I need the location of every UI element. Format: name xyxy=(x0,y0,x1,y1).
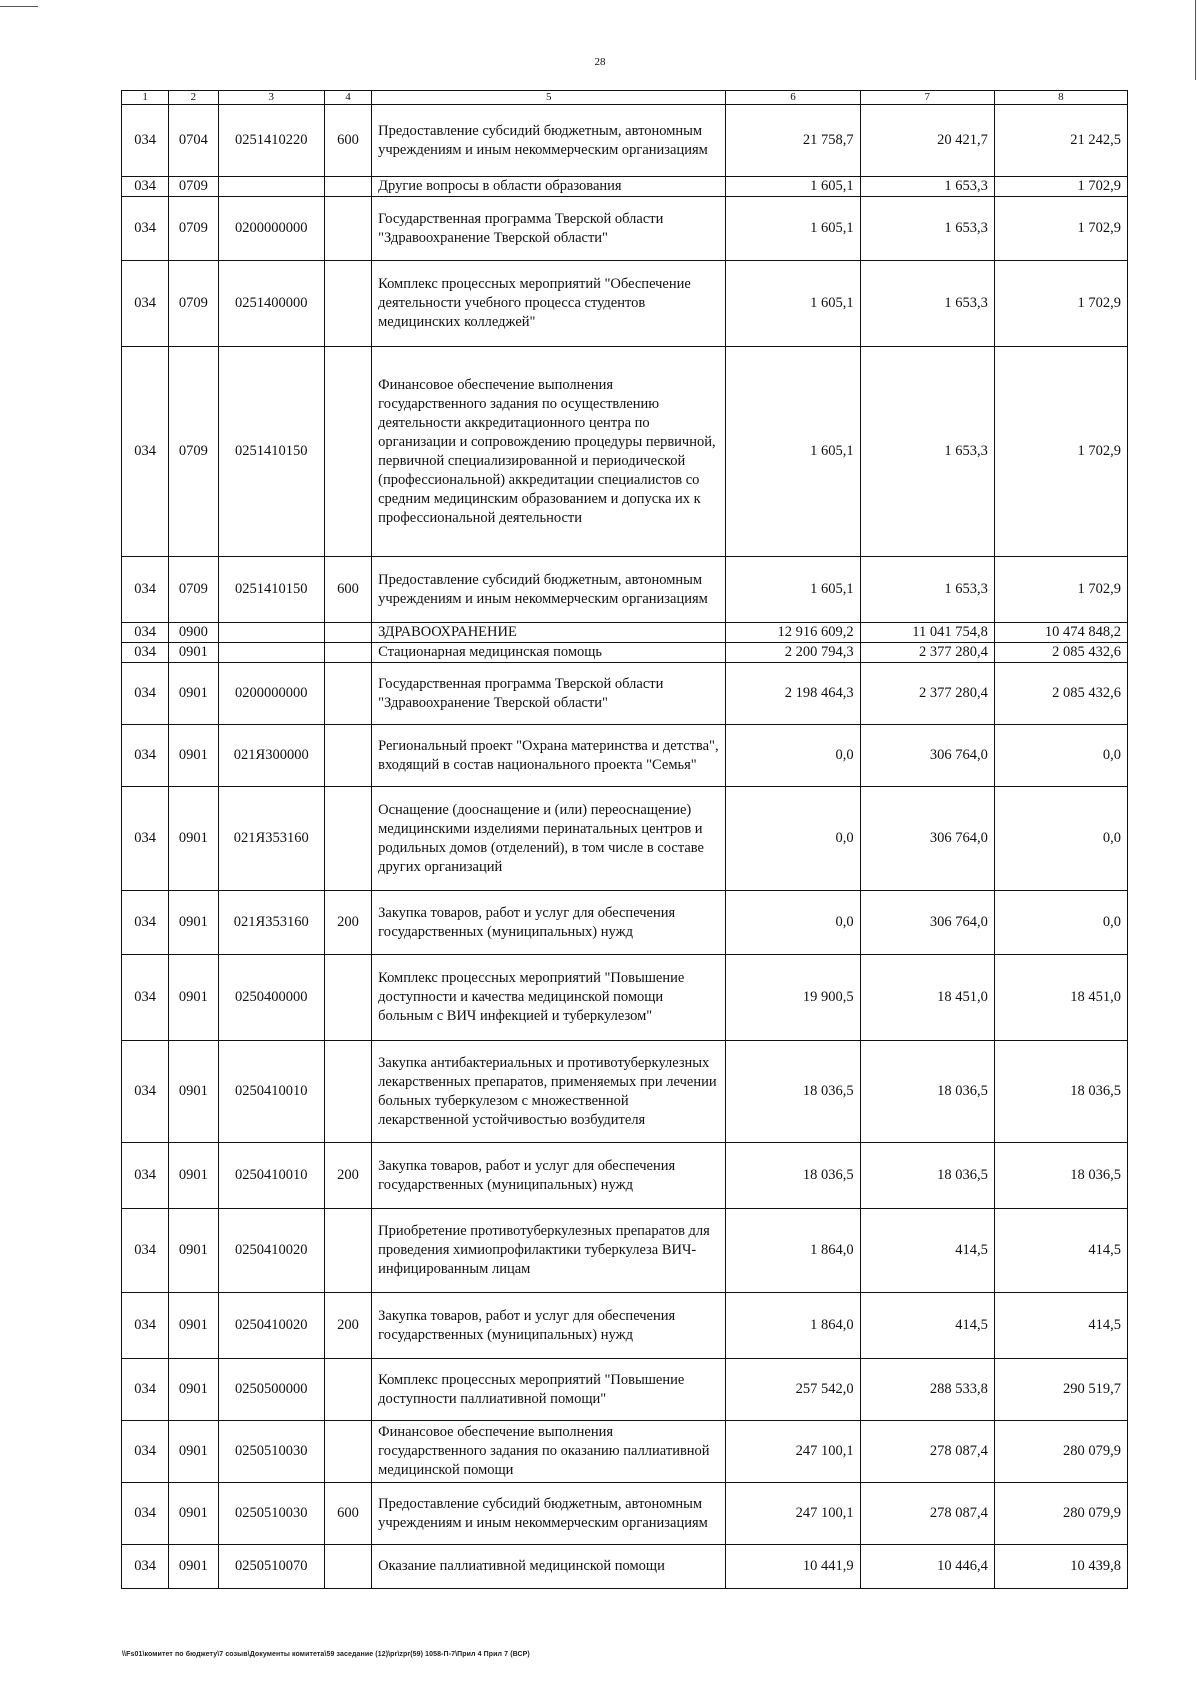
cell-ministry: 034 xyxy=(122,1483,169,1545)
table-row xyxy=(122,177,1128,197)
cell-target-code xyxy=(218,177,324,197)
cell-amount-3: 0,0 xyxy=(994,787,1127,891)
cell-amount-3: 414,5 xyxy=(994,1293,1127,1359)
cell-amount-3: 1 702,9 xyxy=(994,557,1127,623)
cell-section: 0901 xyxy=(169,1421,218,1483)
cell-section: 0901 xyxy=(169,1359,218,1421)
cell-description: Комплекс процессных мероприятий "Повышение доступности и качества медицинской помощи больным с ВИЧ инфекцией и туберкулезом" xyxy=(372,955,726,1041)
table-row xyxy=(122,1421,1128,1483)
table-row xyxy=(122,725,1128,787)
cell-ministry: 034 xyxy=(122,1209,169,1293)
cell-amount-1: 1 605,1 xyxy=(726,177,860,197)
cell-amount-2: 414,5 xyxy=(860,1293,994,1359)
cell-amount-2: 278 087,4 xyxy=(860,1421,994,1483)
footer-file-path: \\Fs01\комитет по бюджету\7 созыв\Документы комитета\59 заседание (12)\pr\zpr(59) 1058-П-7\Прил 4 Прил 7 (ВСР) xyxy=(122,1651,530,1658)
cell-target-code: 0250410010 xyxy=(218,1041,324,1143)
cell-amount-3: 414,5 xyxy=(994,1209,1127,1293)
cell-amount-2: 20 421,7 xyxy=(860,105,994,177)
cell-amount-2: 1 653,3 xyxy=(860,197,994,261)
cell-section: 0901 xyxy=(169,787,218,891)
cell-ministry: 034 xyxy=(122,955,169,1041)
cell-section: 0901 xyxy=(169,1293,218,1359)
header-col-3: 3 xyxy=(218,91,324,105)
cell-amount-3: 18 451,0 xyxy=(994,955,1127,1041)
cell-amount-2: 288 533,8 xyxy=(860,1359,994,1421)
cell-expense-type: 200 xyxy=(324,1143,371,1209)
cell-amount-1: 0,0 xyxy=(726,725,860,787)
cell-description: Другие вопросы в области образования xyxy=(372,177,726,197)
cell-amount-1: 247 100,1 xyxy=(726,1483,860,1545)
cell-target-code: 0250510030 xyxy=(218,1483,324,1545)
cell-expense-type xyxy=(324,1359,371,1421)
cell-amount-3: 0,0 xyxy=(994,725,1127,787)
cell-section: 0901 xyxy=(169,1545,218,1589)
cell-section: 0901 xyxy=(169,1209,218,1293)
table-row xyxy=(122,197,1128,261)
cell-target-code: 0250500000 xyxy=(218,1359,324,1421)
table-row xyxy=(122,643,1128,663)
header-col-6: 6 xyxy=(726,91,860,105)
cell-description: Предоставление субсидий бюджетным, автономным учреждениям и иным некоммерческим организациям xyxy=(372,557,726,623)
cell-ministry: 034 xyxy=(122,725,169,787)
cell-amount-1: 257 542,0 xyxy=(726,1359,860,1421)
cell-ministry: 034 xyxy=(122,1143,169,1209)
cell-expense-type: 600 xyxy=(324,557,371,623)
cell-expense-type xyxy=(324,787,371,891)
cell-amount-2: 278 087,4 xyxy=(860,1483,994,1545)
cell-ministry: 034 xyxy=(122,1359,169,1421)
cell-section: 0901 xyxy=(169,1143,218,1209)
cell-ministry: 034 xyxy=(122,177,169,197)
cell-description: Предоставление субсидий бюджетным, автономным учреждениям и иным некоммерческим организациям xyxy=(372,1483,726,1545)
cell-expense-type xyxy=(324,347,371,557)
table-row xyxy=(122,955,1128,1041)
cell-amount-3: 1 702,9 xyxy=(994,197,1127,261)
table-row xyxy=(122,787,1128,891)
table-row xyxy=(122,261,1128,347)
cell-amount-1: 19 900,5 xyxy=(726,955,860,1041)
cell-amount-2: 18 036,5 xyxy=(860,1143,994,1209)
cell-amount-1: 247 100,1 xyxy=(726,1421,860,1483)
cell-description: Комплекс процессных мероприятий "Повышение доступности паллиативной помощи" xyxy=(372,1359,726,1421)
cell-amount-1: 0,0 xyxy=(726,891,860,955)
cell-ministry: 034 xyxy=(122,663,169,725)
cell-section: 0709 xyxy=(169,197,218,261)
table-row xyxy=(122,1041,1128,1143)
cell-amount-3: 21 242,5 xyxy=(994,105,1127,177)
cell-amount-1: 1 864,0 xyxy=(726,1293,860,1359)
cell-target-code: 0250410020 xyxy=(218,1293,324,1359)
cell-section: 0709 xyxy=(169,347,218,557)
cell-amount-1: 1 864,0 xyxy=(726,1209,860,1293)
cell-ministry: 034 xyxy=(122,261,169,347)
table-row xyxy=(122,663,1128,725)
cell-expense-type xyxy=(324,725,371,787)
cell-amount-3: 0,0 xyxy=(994,891,1127,955)
cell-amount-1: 18 036,5 xyxy=(726,1041,860,1143)
cell-amount-1: 1 605,1 xyxy=(726,197,860,261)
cell-section: 0901 xyxy=(169,725,218,787)
cell-target-code: 0251410150 xyxy=(218,557,324,623)
cell-amount-3: 1 702,9 xyxy=(994,177,1127,197)
table-row xyxy=(122,1143,1128,1209)
cell-expense-type: 600 xyxy=(324,105,371,177)
cell-section: 0709 xyxy=(169,261,218,347)
cell-target-code: 0200000000 xyxy=(218,197,324,261)
cell-amount-3: 2 085 432,6 xyxy=(994,663,1127,725)
cell-target-code: 021Я353160 xyxy=(218,891,324,955)
cell-amount-3: 1 702,9 xyxy=(994,347,1127,557)
cell-expense-type xyxy=(324,1209,371,1293)
cell-ministry: 034 xyxy=(122,787,169,891)
cell-amount-1: 0,0 xyxy=(726,787,860,891)
cell-amount-3: 18 036,5 xyxy=(994,1143,1127,1209)
cell-target-code: 021Я353160 xyxy=(218,787,324,891)
cell-target-code: 0250400000 xyxy=(218,955,324,1041)
cell-amount-2: 1 653,3 xyxy=(860,557,994,623)
cell-section: 0901 xyxy=(169,663,218,725)
cell-target-code: 0250410020 xyxy=(218,1209,324,1293)
cell-amount-3: 2 085 432,6 xyxy=(994,643,1127,663)
cell-description: Финансовое обеспечение выполнения государственного задания по оказанию паллиативной медицинской помощи xyxy=(372,1421,726,1483)
table-row xyxy=(122,557,1128,623)
cell-expense-type xyxy=(324,177,371,197)
cell-target-code: 0250510030 xyxy=(218,1421,324,1483)
cell-description: Закупка товаров, работ и услуг для обеспечения государственных (муниципальных) нужд xyxy=(372,1143,726,1209)
cell-amount-2: 1 653,3 xyxy=(860,261,994,347)
cell-target-code: 0251410220 xyxy=(218,105,324,177)
cell-description: Закупка товаров, работ и услуг для обеспечения государственных (муниципальных) нужд xyxy=(372,891,726,955)
cell-amount-2: 2 377 280,4 xyxy=(860,643,994,663)
cell-expense-type xyxy=(324,1545,371,1589)
cell-amount-1: 12 916 609,2 xyxy=(726,623,860,643)
cell-amount-3: 280 079,9 xyxy=(994,1421,1127,1483)
cell-section: 0901 xyxy=(169,955,218,1041)
cell-expense-type xyxy=(324,197,371,261)
cell-section: 0901 xyxy=(169,1483,218,1545)
cell-amount-3: 290 519,7 xyxy=(994,1359,1127,1421)
cell-target-code: 0251400000 xyxy=(218,261,324,347)
cell-target-code: 0250510070 xyxy=(218,1545,324,1589)
cell-expense-type xyxy=(324,1041,371,1143)
cell-amount-2: 1 653,3 xyxy=(860,347,994,557)
cell-ministry: 034 xyxy=(122,891,169,955)
header-row xyxy=(122,91,1128,105)
cell-section: 0901 xyxy=(169,1041,218,1143)
cell-section: 0900 xyxy=(169,623,218,643)
cell-ministry: 034 xyxy=(122,623,169,643)
cell-description: Государственная программа Тверской области "Здравоохранение Тверской области" xyxy=(372,197,726,261)
cell-amount-3: 18 036,5 xyxy=(994,1041,1127,1143)
cell-section: 0704 xyxy=(169,105,218,177)
table-row xyxy=(122,623,1128,643)
cell-target-code xyxy=(218,623,324,643)
cell-description: Оказание паллиативной медицинской помощи xyxy=(372,1545,726,1589)
cell-amount-2: 10 446,4 xyxy=(860,1545,994,1589)
cell-ministry: 034 xyxy=(122,347,169,557)
cell-amount-2: 414,5 xyxy=(860,1209,994,1293)
cell-description: Региональный проект "Охрана материнства и детства", входящий в состав национального проекта "Семья" xyxy=(372,725,726,787)
cell-description: Закупка товаров, работ и услуг для обеспечения государственных (муниципальных) нужд xyxy=(372,1293,726,1359)
cell-ministry: 034 xyxy=(122,1421,169,1483)
cell-description: Приобретение противотуберкулезных препаратов для проведения химиопрофилактики туберкулеза ВИЧ-инфицированным лицам xyxy=(372,1209,726,1293)
cell-section: 0901 xyxy=(169,891,218,955)
cell-section: 0709 xyxy=(169,557,218,623)
table-row xyxy=(122,1359,1128,1421)
table-row xyxy=(122,1483,1128,1545)
header-col-7: 7 xyxy=(860,91,994,105)
cell-expense-type: 600 xyxy=(324,1483,371,1545)
cell-description: Финансовое обеспечение выполнения государственного задания по осуществлению деятельности аккредитационного центра по организации и сопровождению процедуры первичной, первичной специализированной и периодической (профессиональной) аккредитации специалистов со средним медицинским образованием и допуска их к профессиональной деятельности xyxy=(372,347,726,557)
cell-amount-2: 306 764,0 xyxy=(860,725,994,787)
cell-target-code: 0251410150 xyxy=(218,347,324,557)
cell-amount-1: 10 441,9 xyxy=(726,1545,860,1589)
cell-description: Оснащение (дооснащение и (или) переоснащение) медицинскими изделиями перинатальных центров и родильных домов (отделений), в том числе в составе других организаций xyxy=(372,787,726,891)
cell-amount-1: 18 036,5 xyxy=(726,1143,860,1209)
header-col-1: 1 xyxy=(122,91,169,105)
cell-amount-1: 2 200 794,3 xyxy=(726,643,860,663)
cell-expense-type xyxy=(324,1421,371,1483)
cell-amount-2: 18 036,5 xyxy=(860,1041,994,1143)
header-col-2: 2 xyxy=(169,91,218,105)
cell-description: Предоставление субсидий бюджетным, автономным учреждениям и иным некоммерческим организациям xyxy=(372,105,726,177)
cell-amount-1: 2 198 464,3 xyxy=(726,663,860,725)
table-row xyxy=(122,1293,1128,1359)
cell-description: Стационарная медицинская помощь xyxy=(372,643,726,663)
cell-amount-1: 1 605,1 xyxy=(726,347,860,557)
cell-amount-3: 10 474 848,2 xyxy=(994,623,1127,643)
header-col-4: 4 xyxy=(324,91,371,105)
cell-ministry: 034 xyxy=(122,1041,169,1143)
cell-amount-1: 1 605,1 xyxy=(726,557,860,623)
cell-amount-2: 1 653,3 xyxy=(860,177,994,197)
cell-section: 0901 xyxy=(169,643,218,663)
cell-target-code: 021Я300000 xyxy=(218,725,324,787)
cell-amount-3: 10 439,8 xyxy=(994,1545,1127,1589)
cell-amount-2: 306 764,0 xyxy=(860,891,994,955)
header-col-8: 8 xyxy=(994,91,1127,105)
cell-ministry: 034 xyxy=(122,105,169,177)
cell-amount-1: 1 605,1 xyxy=(726,261,860,347)
table-row xyxy=(122,105,1128,177)
cell-description: Государственная программа Тверской области "Здравоохранение Тверской области" xyxy=(372,663,726,725)
cell-expense-type xyxy=(324,623,371,643)
cell-amount-3: 1 702,9 xyxy=(994,261,1127,347)
cell-amount-2: 2 377 280,4 xyxy=(860,663,994,725)
cell-amount-3: 280 079,9 xyxy=(994,1483,1127,1545)
budget-table xyxy=(121,90,1128,1589)
cell-amount-1: 21 758,7 xyxy=(726,105,860,177)
header-col-5: 5 xyxy=(372,91,726,105)
cell-ministry: 034 xyxy=(122,557,169,623)
table-row xyxy=(122,1545,1128,1589)
scan-artifact-top-left xyxy=(0,6,38,7)
cell-expense-type xyxy=(324,663,371,725)
cell-expense-type: 200 xyxy=(324,1293,371,1359)
table-row xyxy=(122,891,1128,955)
cell-target-code: 0250410010 xyxy=(218,1143,324,1209)
cell-target-code xyxy=(218,643,324,663)
cell-expense-type: 200 xyxy=(324,891,371,955)
cell-expense-type xyxy=(324,643,371,663)
cell-expense-type xyxy=(324,955,371,1041)
cell-amount-2: 11 041 754,8 xyxy=(860,623,994,643)
cell-description: Закупка антибактериальных и противотуберкулезных лекарственных препаратов, применяемых при лечении больных туберкулезом с множественной лекарственной устойчивостью возбудителя xyxy=(372,1041,726,1143)
cell-amount-2: 306 764,0 xyxy=(860,787,994,891)
cell-description: ЗДРАВООХРАНЕНИЕ xyxy=(372,623,726,643)
cell-section: 0709 xyxy=(169,177,218,197)
scan-artifact-right-edge xyxy=(1195,0,1196,80)
cell-ministry: 034 xyxy=(122,643,169,663)
table-row xyxy=(122,1209,1128,1293)
cell-target-code: 0200000000 xyxy=(218,663,324,725)
cell-ministry: 034 xyxy=(122,1545,169,1589)
cell-amount-2: 18 451,0 xyxy=(860,955,994,1041)
table-row xyxy=(122,347,1128,557)
page-number: 28 xyxy=(594,56,606,68)
cell-description: Комплекс процессных мероприятий "Обеспечение деятельности учебного процесса студентов медицинских колледжей" xyxy=(372,261,726,347)
cell-expense-type xyxy=(324,261,371,347)
cell-ministry: 034 xyxy=(122,197,169,261)
cell-ministry: 034 xyxy=(122,1293,169,1359)
